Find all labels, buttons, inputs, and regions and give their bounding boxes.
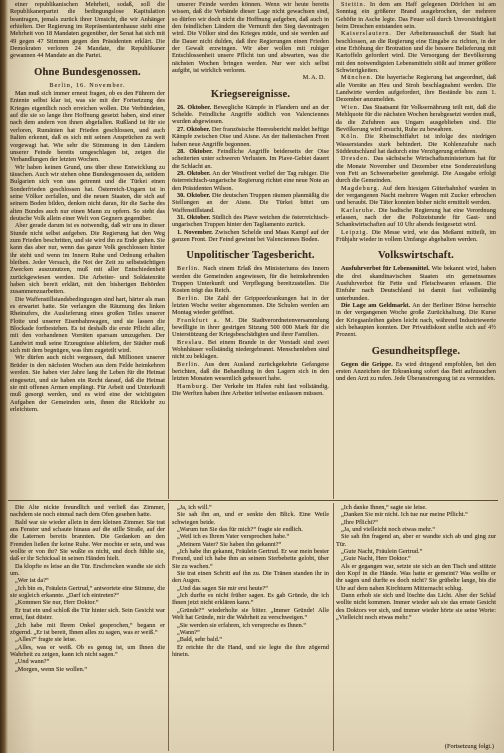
serial-paragraph: „Und wann?“ — [15, 658, 50, 666]
health-item-text: Es wird dringend empfohlen, bei den ersten Anzeichen der Erkrankung sofort das Bett aufzusuchen und den Arzt zu rufen. Jede Überanstrengung ist zu vermeiden. — [336, 360, 496, 383]
serial-paragraph: „Ich danke Ihnen,“ sagte sie leise. — [341, 504, 427, 511]
serial-paragraph: „Wann?“ — [177, 628, 200, 636]
war-event-entry-lead: 1. November. — [177, 228, 213, 236]
daily-report-item — [172, 317, 329, 339]
serial-paragraph: „Gute Nacht, Fräulein Gertrud.“ — [341, 548, 423, 556]
news-item-lead: Stettin. — [341, 1, 366, 8]
serial-paragraph: „Alles?“ fragte sie leise. — [15, 636, 77, 644]
binding-shadow — [0, 0, 8, 753]
column-3 — [336, 1, 496, 498]
news-item — [336, 30, 496, 74]
serial-paragraph: Sie sah ihn an, und er senkte den Blick. Eine Weile schwiegen beide. — [172, 511, 329, 526]
news-item-lead: Köln. — [341, 133, 360, 141]
war-event-entry-lead: 30. Oktober. — [177, 191, 211, 199]
war-event-entry-lead: 27. Oktober. — [177, 125, 211, 133]
war-event-entry-lead: 29. Oktober. — [177, 169, 211, 177]
daily-report-item-text: Die Stadtverordnetenversammlung bewilligte in ihrer gestrigen Sitzung 500 000 Mark für die Unterstützung der Kriegsbeschädigten und ihrer Familien. — [172, 316, 329, 339]
economy-item — [336, 265, 496, 302]
serial-paragraph: „Ja, ich will.“ — [177, 504, 212, 511]
daily-report-item — [172, 361, 329, 383]
news-item-lead: Dresden. — [341, 155, 371, 163]
war-event-entry-text: Der französische Heeresbericht meldet heftige Kämpfe zwischen Oise und Aisne. An der italienischen Front haben neue Angriffe begonnen. — [172, 125, 329, 148]
daily-report-item-text: Aus dem Ausland zurückgekehrte Gefangene berichten, daß die Behandlung in den Lagern sich in den letzten Monaten wesentlich gebessert habe. — [172, 360, 329, 383]
daily-report-item — [172, 295, 329, 317]
daily-report-item-text: Die Zahl der Grippeerkrankungen hat in der letzten Woche weiter abgenommen. Die Schulen werden am Montag wieder geöffnet. — [172, 294, 329, 317]
serial-paragraph: „Kommen Sie nur, Herr Doktor.“ — [15, 599, 99, 607]
economy-title: Volkswirtschaft. — [377, 250, 455, 262]
war-event-entry — [172, 126, 329, 148]
article-paragraph: Die Waffenstillstandsbedingungen sind hart, härter als man es erwartet hatte. Sie verlangen die Räumung des linken Rheinufers, die Auslieferung eines großen Teiles unserer Flotte und unserer Eisenbahnwagen, und sie lassen die Blockade fortbestehen. Es ist deshalb die erste Pflicht aller, mit den vorhandenen Vorräten sparsam umzugehen. Der Landwirt muß seine Erzeugnisse abliefern, der Städter muß sich mit dem begnügen, was ihm zugeteilt wird. — [10, 295, 165, 355]
news-item — [336, 104, 496, 133]
serial-paragraph: „Gute Nacht, Herr Doktor.“ — [341, 555, 411, 563]
news-item-lead: Karlsruhe. — [341, 206, 376, 214]
daily-report-item-lead: Berlin. — [177, 265, 201, 273]
health-item — [336, 361, 496, 383]
daily-report-item — [172, 339, 329, 361]
serial-paragraph: „Warum tun Sie das für mich?“ fragte sie endlich. — [177, 526, 303, 534]
column-rule — [333, 503, 334, 751]
column-2 — [172, 1, 329, 498]
daily-report-item — [172, 265, 329, 294]
daily-report-item-lead: Breslau. — [177, 338, 205, 346]
news-item — [336, 74, 496, 103]
serial-paragraph: Bald war sie wieder allein in dem kleinen Zimmer. Sie trat ans Fenster und schaute hinaus auf die stille Straße, auf der die Laternen bereits brannten. Die Gedanken an den Fremden ließen ihr keine Ruhe. Wer mochte er sein, und was wollte er von ihr? Sie wußte es nicht, und doch fühlte sie, daß er ihr Schicksal in seinen Händen hielt. — [10, 518, 165, 563]
news-item — [336, 229, 496, 244]
economy-list — [336, 265, 496, 338]
health-title: Gesundheitspflege. — [371, 345, 461, 357]
serial-paragraph: Er trat ein und schloß die Tür hinter sich. Sein Gesicht war ernst, fast düster. — [10, 606, 165, 622]
daily-report-list — [172, 265, 329, 397]
news-item-lead: Leipzig. — [341, 228, 369, 236]
serial-paragraph: „Gründe?“ wiederholte sie bitter. „Immer Gründe! Alle Welt hat Gründe, mir die Wahrheit zu verschweigen.“ — [172, 606, 329, 622]
article-paragraph: Wir dürfen auch nicht vergessen, daß Millionen unserer Brüder in den nächsten Wochen aus dem Felde heimkehren werden. Sie haben vier Jahre lang ihr Leben für die Heimat eingesetzt, und sie haben ein Recht darauf, daß die Heimat sie mit offenen Armen empfängt. Für Arbeit und Unterkunft muß gesorgt werden, und es wird eine der wichtigsten Aufgaben der Gemeinden sein, ihnen die Rückkehr zu erleichtern. — [10, 354, 165, 413]
war-event-entry-text: Südlich des Piave weichen die österreichisch-ungarischen Truppen hinter den Tagliamento zurück. — [172, 213, 329, 229]
column-1 — [10, 1, 165, 498]
economy-item-text: An der Berliner Börse herrschte in der vergangenen Woche große Zurückhaltung. Die Kurse der Kriegsanleihen gaben leicht nach, während Industriewerte sich behaupten konnten. Der Privatdiskont stellte sich auf 4½ Prozent. — [336, 302, 496, 339]
column-rule — [333, 0, 334, 499]
serial-paragraph: „Weil ich es Ihrem Vater versprochen habe.“ — [177, 533, 290, 541]
news-item-text: Das Staatsamt für Volksernährung teilt mit, daß die Mehlquote für die nächsten Wochen herabgesetzt werden muß, da die Zufuhren aus Ungarn ausgeblieben sind. Die Bevölkerung wird ersucht, Ruhe zu bewahren. — [336, 103, 496, 133]
war-events-title: Kriegsereignisse. — [210, 88, 291, 100]
section-divider — [8, 500, 498, 501]
health-list — [336, 361, 496, 383]
serial-paragraph: „Ich habe mit Ihrem Onkel gesprochen,“ begann er zögernd. „Er ist bereit, Ihnen alles zu sagen, was er weiß.“ — [10, 621, 165, 636]
serial-paragraph: „Ich bin es, Fräulein Gertrud,“ antwortete eine Stimme, die sie sogleich erkannte. „Darf ich eintreten?“ — [10, 584, 165, 600]
war-event-entry-text: An der Westfront verlief der Tag ruhiger. Die österreichisch-ungarische Regierung richtet eine neue Note an den Präsidenten Wilson. — [172, 169, 329, 192]
daily-report-title: Unpolitischer Tagesbericht. — [186, 250, 315, 262]
daily-report-item-lead: Berlin. — [177, 360, 201, 368]
article-paragraph: Aber gerade darum ist es notwendig, daß wir uns in dieser Stunde nicht selbst aufgeben. Die Regierung hat den Weg zum Frieden beschritten, und sie wird ihn zu Ende gehen. Sie kann das aber nur, wenn das ganze Volk geschlossen hinter ihr steht und wenn im Innern Ruhe und Ordnung erhalten bleiben. Jeder Versuch, die Not der Zeit zu selbstsüchtigen Zwecken auszunutzen, muß mit aller Entschiedenheit zurückgewiesen werden. Die Arbeiter- und Soldatenräte haben sich bereit erklärt, mit den bisherigen Behörden zusammenzuarbeiten. — [10, 222, 165, 296]
serial-paragraph: „Sie werden sie erfahren, ich verspreche es Ihnen.“ — [177, 621, 307, 629]
news-item — [336, 185, 496, 207]
serial-column-3 — [336, 504, 496, 750]
serial-text — [10, 504, 165, 673]
serial-paragraph: „Bald, sehr bald.“ — [177, 636, 223, 644]
article-dateline: Berlin, 16. November. — [49, 81, 126, 89]
serial-paragraph: „Ja, und vielleicht noch etwas mehr.“ — [341, 526, 436, 534]
war-event-entry-text: Die deutschen Truppen räumen planmäßig die Stellungen an der Aisne. Die Türkei bittet um Waffenstillstand. — [172, 191, 329, 214]
news-item-text: Das sächsische Wirtschaftsministerium hat für die Monate November und Dezember eine Sonderzuteilung von Fett an Schwerarbeiter genehmigt. Die Ausgabe erfolgt durch die Gemeinden. — [336, 155, 496, 185]
economy-item-lead: Ausfuhrverbot für Lebensmittel. — [341, 265, 430, 273]
war-event-entry-text: Feindliche Angriffe beiderseits der Oise scheiterten unter schweren Verlusten. Im Piave-Gebiet dauert die Schlacht an. — [172, 147, 329, 170]
health-item-lead: Gegen die Grippe. — [341, 360, 393, 368]
war-event-entry-lead: 26. Oktober. — [177, 103, 212, 111]
serial-column-2 — [172, 504, 329, 750]
economy-item — [336, 302, 496, 339]
news-item-text: Die badische Regierung hat eine Verordnung erlassen, nach der die Polizeistunde für Gast- und Schankwirtschaften auf 10 Uhr abends festgesetzt wird. — [336, 206, 496, 229]
daily-report-item-text: Der Verkehr im Hafen ruht fast vollständig. Die Werften haben ihre Arbeiter teilweise entlassen müssen. — [172, 382, 329, 398]
war-events-list — [172, 104, 329, 244]
article-title: Ohne Bundesgenossen. — [34, 66, 141, 78]
serial-text — [336, 504, 496, 622]
war-event-entry — [172, 170, 329, 192]
news-item — [336, 1, 496, 30]
news-item-lead: München. — [341, 74, 374, 82]
war-event-entry-lead: 31. Oktober. — [177, 213, 211, 221]
serial-paragraph: „Und das sagen Sie mir erst heute?“ — [177, 584, 269, 592]
war-event-entry — [172, 148, 329, 170]
column-2-lead-text: unserer Feinde werden können. Wenn wir heute bereits wissen, daß die Verbände dieser Lage nicht gewachsen sind, so dürfen wir doch nicht die Hoffnung aufgeben, daß auch in den feindlichen Ländern die Vernunft den Sieg davontragen wird. Die Völker sind des Krieges müde, und sie werden auf die Dauer nicht dulden, daß ihre Regierungen einen Frieden der Gewalt erzwingen. Wir aber wollen mit ruhiger Entschlossenheit unsere Pflicht tun und abwarten, was die nächsten Wochen bringen werden. Nur wer sich selbst aufgibt, ist wirklich verloren. — [172, 1, 329, 75]
war-event-entry — [172, 229, 329, 244]
economy-item-lead: Die Lage am Geldmarkt. — [341, 302, 411, 310]
serial-paragraph: Sie trat einen Schritt auf ihn zu. Die Tränen standen ihr in den Augen. — [172, 570, 329, 585]
serial-text — [172, 504, 329, 658]
article-paragraph: Wir haben keinen Grund, uns über diese Entwicklung zu täuschen. Auch wir stehen ohne Bundesgenossen da, seitdem Bulgarien sich von uns getrennt und die Türkei einen Sonderfrieden geschlossen hat. Österreich-Ungarn ist in seine Völker zerfallen, und die neuen Staaten, die sich auf seinem Boden bilden, denken nicht daran, für die Sache des alten Bundes auch nur einen Mann zu opfern. So steht das deutsche Volk allein einer Welt von Gegnern gegenüber. — [10, 163, 165, 222]
news-item-text: Auf dem hiesigen Güterbahnhof wurden in der vergangenen Nacht mehrere Wagen mit Zucker erbrochen und beraubt. Die Täter konnten bisher nicht ermittelt werden. — [336, 184, 496, 207]
serial-paragraph: „Ihre Pflicht?“ — [341, 518, 378, 526]
war-event-entry — [172, 214, 329, 229]
serial-paragraph: „Ich habe ihn gekannt, Fräulein Gertrud. Er war mein bester Freund, und ich habe ihm an seinem Sterbebette gelobt, über Sie zu wachen.“ — [172, 548, 329, 570]
daily-report-item-lead: Hamburg. — [177, 382, 210, 390]
war-event-entry — [172, 192, 329, 214]
war-event-entry-lead: 28. Oktober. — [177, 147, 213, 155]
article-paragraph: Man muß sich immer erneut fragen, ob es den Führern der Entente selbst klar ist, was sie mit der Fortsetzung des Krieges eigentlich noch erreichen wollen. Die Verbündeten, auf die sie so lange ihre Hoffnung gesetzt haben, sind einer nach dem andern von ihnen abgefallen. Rußland ist für sie verloren, Rumänien hat Frieden geschlossen, und auch Italien erkennt, daß es sich mit seinen Ansprüchen zu weit vorgewagt hat. Wie sehr die Stimmung in den Ländern unserer Feinde bereits umgeschlagen ist, zeigen die Verhandlungen der letzten Wochen. — [10, 90, 165, 164]
column-1-lead-text: einer republikanischen Mehrheit, sodaß, soll die Republikanerpartei die bedingungslose Kapitulation beantragen, jemals zurück ihrer Umsicht, die wir Anhänger erhielten. Der Regierung im Repräsentantenhause steht eine Mehrheit von 18 Mandaten gegenüber, der Senat hat sich mit 49 gegen 47 Stimmen gegen den Präsidenten erklärt. Die Demokraten verloren 24 Mandate, die Republikaner gewannen 44 Mandate an die Partei. — [10, 1, 165, 60]
serial-paragraph: Sie sah ihn fragend an, aber er wandte sich ab und ging zur Tür. — [336, 533, 496, 548]
news-item — [336, 155, 496, 184]
serial-paragraph: Als er gegangen war, setzte sie sich an den Tisch und stützte den Kopf in die Hände. Was hatte er gemeint? Was wollte er ihr sagen und durfte es doch nicht? Sie grübelte lange, bis die Uhr auf dem nahen Kirchturm Mitternacht schlug. — [336, 562, 496, 592]
news-item-text: Die bayerische Regierung hat angeordnet, daß alle Vorräte an Heu und Stroh beschlagnahmt werden. Die Landwirte werden aufgefordert, ihre Bestände bis zum 1. Dezember anzumelden. — [336, 74, 496, 104]
daily-report-item-text: Bei einem Brande in der Vorstadt sind zwei Wohnhäuser vollständig niedergebrannt. Menschenleben sind nicht zu beklagen. — [172, 338, 329, 361]
serial-paragraph: „Danken Sie mir nicht. Ich tue nur meine Pflicht.“ — [341, 511, 468, 519]
news-item-text: Die Rheinschiffahrt ist infolge des niedrigen Wasserstandes stark behindert. Die Kohlenzufuhr nach Süddeutschland hat dadurch eine Verzögerung erfahren. — [336, 133, 496, 155]
news-item — [336, 207, 496, 229]
war-event-entry — [172, 104, 329, 126]
news-item-text: In dem am Haff gelegenen Dörfchen ist am Sonntag ein größerer Brand ausgebrochen, der mehrere Gehöfte in Asche legte. Das Feuer soll durch Unvorsichtigkeit beim Dreschen entstanden sein. — [336, 1, 496, 31]
daily-report-item — [172, 383, 329, 398]
serial-column-1 — [10, 504, 165, 750]
continuation-note: (Fortsetzung folgt.) — [444, 742, 494, 750]
news-item-text: Der Arbeiterausschuß der Stadt hat beschlossen, an die Regierung eine Eingabe zu richten, in der eine Erhöhung der Brotration und die bessere Belieferung mit Kartoffeln gefordert wird. Die Versorgung der Bevölkerung mit den notwendigsten Lebensmitteln stößt auf immer größere Schwierigkeiten. — [336, 30, 496, 75]
serial-paragraph: „Meinem Vater? Sie haben ihn gekannt?“ — [177, 540, 282, 548]
author-signature: M. A. D. — [302, 74, 325, 82]
serial-paragraph: „Wer ist da?“ — [15, 577, 49, 585]
economy-item-text: Wie bekannt wird, haben die drei skandinavischen Staaten ein gemeinsames Ausfuhrverbot für Fette und Fleischwaren erlassen. Die Einfuhr nach Deutschland ist damit fast vollständig unterbunden. — [336, 265, 496, 302]
war-event-entry-text: Zwischen Schelde und Maas Kampf auf der ganzen Front. Der Feind gewinnt bei Valenciennes Boden. — [172, 228, 329, 243]
news-item-lead: Kaiserslautern. — [341, 30, 392, 38]
daily-report-item-lead: Frankfurt a. M. — [177, 316, 234, 324]
news-item-lead: Magdeburg. — [341, 184, 380, 192]
column-rule — [168, 503, 169, 751]
serial-paragraph: „Alles, was er weiß. Ob es genug ist, um Ihnen die Wahrheit zu zeigen, kann ich nicht sagen.“ — [10, 643, 165, 658]
article-body — [10, 90, 165, 413]
column-rule — [168, 0, 169, 499]
news-item-text: Die Messe wird, wie das Meßamt mitteilt, im Frühjahr wieder in vollem Umfange abgehalten werden. — [336, 228, 496, 243]
serial-paragraph: Er reichte ihr die Hand, und sie legte die ihre zögernd hinein. — [172, 643, 329, 658]
war-event-entry-text: Bewegliche Kämpfe in Flandern und an der Schelde. Feindliche Angriffe südlich von Valenciennes wurden abgewiesen. — [172, 103, 329, 126]
serial-paragraph: „Morgen, wenn Sie wollen.“ — [15, 665, 88, 673]
news-list — [336, 1, 496, 243]
daily-report-item-text: Nach einem Erlaß des Ministeriums des Innern werden die Gemeinden angewiesen, für die heimkehrenden Truppen Unterkunft und Verpflegung bereitzustellen. Die Kosten trägt das Reich. — [172, 265, 329, 295]
serial-paragraph: Die Alte nickte freundlich und verließ das Zimmer, nachdem sie noch einmal nach dem Ofen gesehen hatte. — [10, 504, 165, 519]
news-item-lead: Wien. — [341, 103, 361, 111]
daily-report-item-lead: Berlin. — [177, 294, 201, 302]
serial-paragraph: Dann erhob sie sich und löschte das Licht. Aber der Schlaf wollte nicht kommen. Immer wieder sah sie das ernste Gesicht des Doktors vor sich, und immer wieder hörte sie seine Worte: „Vielleicht noch etwas mehr.“ — [336, 592, 496, 622]
serial-paragraph: „Ich durfte es nicht früher sagen. Es gab Gründe, die ich Ihnen jetzt nicht erklären kann.“ — [172, 592, 329, 607]
serial-paragraph: Da klopfte es leise an die Tür. Erschrocken wandte sie sich um. — [10, 562, 165, 578]
news-item — [336, 133, 496, 155]
